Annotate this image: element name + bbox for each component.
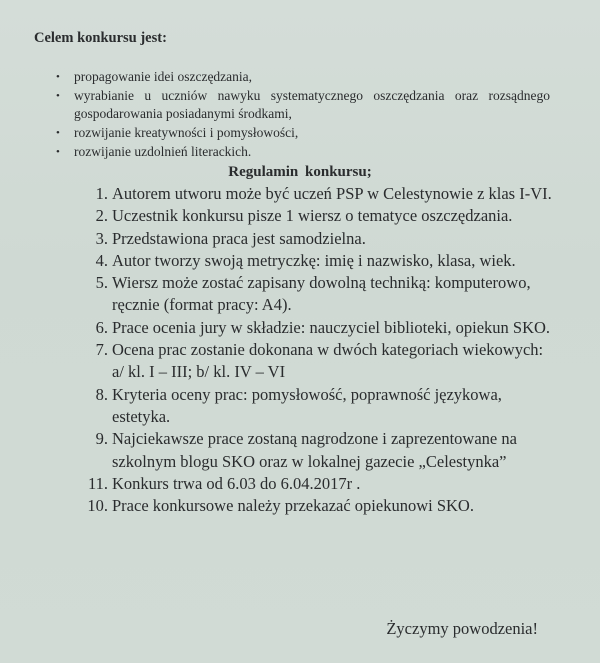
rules-heading: Regulamin konkursu; bbox=[228, 164, 372, 180]
goals-heading: Celem konkursu jest: bbox=[34, 30, 167, 46]
rule-item bbox=[86, 495, 556, 517]
rule-item bbox=[86, 384, 556, 429]
goal-text: propagowanie idei oszczędzania, bbox=[74, 69, 253, 84]
rule-text: Ocena prac zostanie dokonana w dwóch kategoriach wiekowych: a/ kl. I – III; b/ kl. IV – VI bbox=[112, 340, 544, 382]
rule-item bbox=[86, 473, 556, 495]
rule-text: Wiersz może zostać zapisany dowolną techniką: komputerowo, ręcznie (format pracy: A4). bbox=[112, 273, 531, 315]
rule-number: 7. bbox=[95, 340, 108, 360]
rule-item bbox=[86, 339, 556, 384]
closing-wish: Życzymy powodzenia! bbox=[386, 619, 538, 638]
rule-text: Kryteria oceny prac: pomysłowość, poprawność językowa, estetyka. bbox=[112, 384, 502, 426]
rule-number: 1. bbox=[95, 184, 108, 203]
rule-item bbox=[86, 317, 556, 339]
rule-number: 6. bbox=[95, 317, 108, 337]
rule-text: Konkurs trwa od 6.03 do 6.04.2017r . bbox=[112, 473, 361, 493]
rules-list bbox=[86, 183, 556, 517]
rule-number: 8. bbox=[95, 384, 108, 404]
rule-number: 11. bbox=[87, 473, 108, 493]
rule-text: Najciekawsze prace zostaną nagrodzone i zaprezentowane na szkolnym blogu SKO oraz w lokalnej gazecie „Celestynka” bbox=[112, 429, 517, 471]
rule-number: 10. bbox=[87, 496, 108, 516]
rule-text: Autor tworzy swoją metryczkę: imię i nazwisko, klasa, wiek. bbox=[112, 250, 516, 270]
rule-item bbox=[86, 228, 556, 250]
rule-item bbox=[86, 272, 556, 317]
rule-text: Uczestnik konkursu pisze 1 wiersz o tematyce oszczędzania. bbox=[112, 206, 513, 226]
rule-number: 4. bbox=[95, 250, 108, 270]
rule-item bbox=[86, 428, 556, 473]
bullet-icon: • bbox=[56, 146, 60, 158]
goal-item bbox=[50, 124, 550, 142]
bullet-icon: • bbox=[56, 90, 60, 102]
goals-list bbox=[50, 68, 550, 162]
goal-item bbox=[50, 143, 550, 161]
goal-text: rozwijanie uzdolnień literackich. bbox=[74, 144, 252, 159]
rule-item bbox=[86, 183, 556, 205]
rule-item bbox=[86, 250, 556, 272]
rule-number: 9. bbox=[95, 429, 108, 449]
bullet-icon: • bbox=[56, 71, 60, 83]
goal-item bbox=[50, 68, 550, 86]
rule-number: 3. bbox=[95, 228, 108, 248]
rule-text: Przedstawiona praca jest samodzielna. bbox=[112, 228, 366, 248]
rule-item bbox=[86, 205, 556, 227]
goal-item bbox=[50, 87, 550, 123]
rule-number: 5. bbox=[95, 273, 108, 293]
rule-number: 2. bbox=[95, 206, 108, 226]
rule-text: Autorem utworu może być uczeń PSP w Celestynowie z klas I-VI. bbox=[112, 184, 552, 203]
rule-text: Prace ocenia jury w składzie: nauczyciel biblioteki, opiekun SKO. bbox=[112, 317, 551, 337]
bullet-icon: • bbox=[56, 127, 60, 139]
rule-text: Prace konkursowe należy przekazać opiekunowi SKO. bbox=[112, 496, 474, 516]
goal-text: rozwijanie kreatywności i pomysłowości, bbox=[74, 125, 299, 140]
goal-text: wyrabianie u uczniów nawyku systematycznego oszczędzania oraz rozsądnego gospodarowania posiadanymi środkami, bbox=[74, 88, 550, 121]
